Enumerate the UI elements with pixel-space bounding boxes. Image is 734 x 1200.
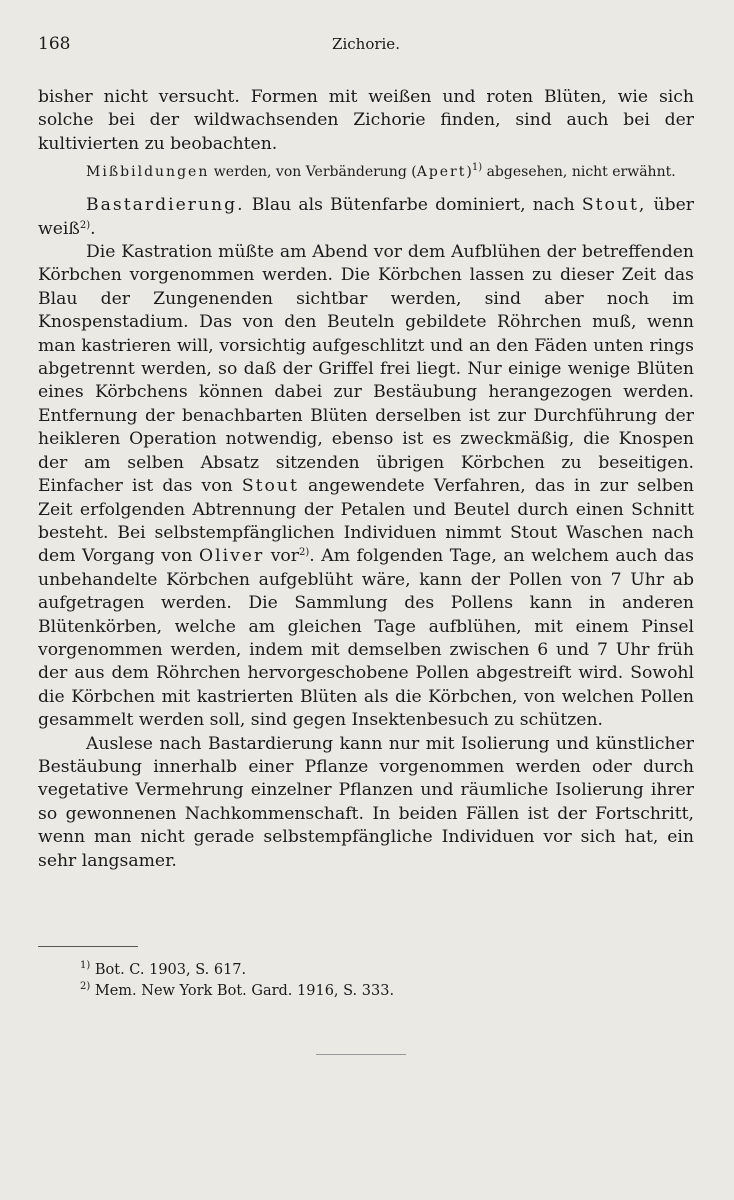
footnotes xyxy=(80,960,394,1002)
paragraph-missbildungen: Mißbildungen werden, von Verbänderung (Apert)$^{1)}$ abgesehen, nicht erwähnt. xyxy=(86,162,676,181)
paragraph-auslese: Auslese nach Bastardierung kann nur mit Isolierung und künstlicher Bestäubung innerhalb einer Pflanze vorgenommen werden oder durch vegetative Vermehrung einzelner Pflanzen und räumliche Isolierung ihrer so gewonnenen Nachkommenschaft. In beiden Fällen ist der Fortschritt, wenn man nicht gerade selbstempfängliche Individuen vor sich hat, ein sehr langsamer. xyxy=(38,733,694,871)
paragraph-bastardierung: Bastardierung. Blau als Bütenfarbe dominiert, nach Stout, über weiß$^{2)}$. xyxy=(38,195,694,239)
term-missbildungen: Mißbildungen xyxy=(86,164,210,181)
author-apert: Apert xyxy=(416,164,467,181)
footnote-ref-1: 1) xyxy=(471,162,483,174)
footnote-ref-2b: 2) xyxy=(299,547,310,559)
paragraph-1: bisher nicht versucht. Formen mit weißen und roten Blüten, wie sich solche bei der wildwachsenden Zichorie finden, sind auch bei der kultivierten zu beobachten. xyxy=(38,87,694,154)
author-stout: Stout, xyxy=(581,195,647,216)
running-title: Zichorie. xyxy=(332,35,400,53)
footnote-ref-2: 2) xyxy=(79,219,91,231)
footnote-2: $^{2)}$ Mem. New York Bot. Gard. 1916, S. 333. xyxy=(80,981,395,999)
page-number: 168 xyxy=(38,34,71,54)
footnote-rule xyxy=(38,946,138,947)
footnote-1: $^{1)}$ Bot. C. 1903, S. 617. xyxy=(80,960,247,978)
paragraph-kastration: Die Kastration müßte am Abend vor dem Aufblühen der betreffenden Körbchen vorgenommen werden. Die Körbchen lassen zu dieser Zeit das Blau der Zungenenden sichtbar werden, sind aber noch im Knospenstadium. Das von den Beuteln gebildete Röhrchen muß, wenn man kastrieren will, vorsichtig aufgeschlitzt und an den Fäden unten rings abgetrennt werden, so daß der Griffel frei liegt. Nur einige wenige Blüten eines Körbchens können dabei zur Bestäubung herangezogen werden. Entfernung der benachbarten Blüten derselben ist zur Durchführung der heikleren Operation notwendig, ebenso ist es zweckmäßig, die Knospen der am selben Absatz sitzenden übrigen Körbchen zu beseitigen. Einfacher ist das von Stout angewendete Verfahren, das in zur selben Zeit erfolgenden Abtrennung der Petalen und Beutel durch einen Schnitt besteht. Bei selbstempfänglichen Individuen nimmt Stout Waschen nach dem Vorgang von Oliver vor$^{2)}$. Am folgenden Tage, an welchem auch das unbehandelte Körbchen aufgeblüht wäre, kann der Pollen von 7 Uhr ab aufgetragen werden. Die Sammlung des Pollens kann in anderen Blütenkörben, welche am gleichen Tage aufblühen, mit einem Pinsel vorgenommen werden, indem mit demselben zwischen 6 und 7 Uhr früh der aus dem Röhrchen hervorgeschobene Pollen abgestreift wird. Sowohl die Körbchen mit kastrierten Blüten als die Körbchen, von welchen Pollen gesammelt werden soll, sind gegen Insektenbesuch zu schützen. xyxy=(38,242,694,731)
term-bastardierung: Bastardierung. xyxy=(86,195,245,216)
bottom-rule xyxy=(316,1054,406,1055)
body-text xyxy=(38,86,694,873)
page-header xyxy=(38,34,694,58)
author-stout-2: Stout xyxy=(241,476,299,497)
author-oliver: Oliver xyxy=(198,546,265,567)
